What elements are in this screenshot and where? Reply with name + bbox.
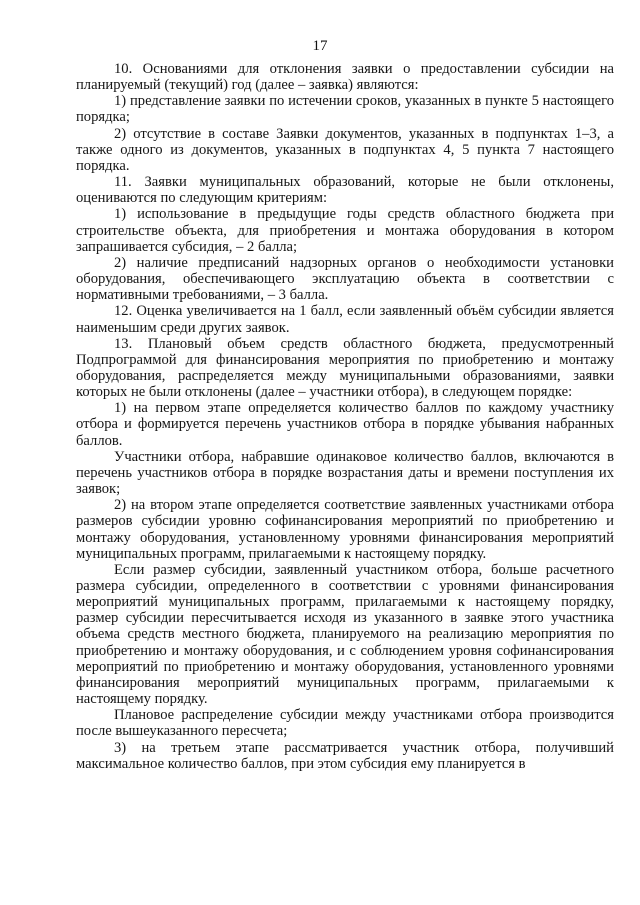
paragraph-11-item-1: 1) использование в предыдущие годы средств областного бюджета при строительстве объекта, для приобретения и монтажа оборудования в котором запрашивается субсидия, – 2 балла; — [76, 206, 614, 255]
paragraph-11: 11. Заявки муниципальных образований, которые не были отклонены, оцениваются по следующим критериям: — [76, 174, 614, 207]
paragraph-11-item-2: 2) наличие предписаний надзорных органов о необходимости установки оборудования, обеспечивающего эксплуатацию объекта в соответствии с нормативными требованиями, – 3 балла. — [76, 254, 614, 304]
paragraph-13-item-2-distribution: Плановое распределение субсидии между участниками отбора производится после вышеуказанного пересчета; — [76, 707, 614, 740]
paragraph-13-item-1-note: Участники отбора, набравшие одинаковое количество баллов, включаются в перечень участников отбора в порядке возрастания даты и времени поступления их заявок; — [76, 448, 614, 498]
paragraph-10: 10. Основаниями для отклонения заявки о предоставлении субсидии на планируемый (текущий) год (далее – заявка) являются: — [76, 61, 614, 94]
paragraph-13-item-3: 3) на третьем этапе рассматривается участник отбора, получивший максимальное количество баллов, при этом субсидия ему планируется в — [76, 739, 614, 772]
paragraph-10-item-1: 1) представление заявки по истечении сроков, указанных в пункте 5 настоящего порядка; — [76, 93, 614, 126]
body-text — [76, 61, 614, 772]
page-number: 17 — [312, 38, 328, 54]
paragraph-13-item-2: 2) на втором этапе определяется соответствие заявленных участниками отбора размеров субсидии уровню софинансирования мероприятий по приобретению и монтажу оборудования, установленному уровнями финансирования мероприятий муниципальных программ, прилагаемыми к настоящему порядку. — [76, 497, 614, 562]
paragraph-13-item-2-note: Если размер субсидии, заявленный участником отбора, больше расчетного размера субсидии, определенного в соответствии с уровнями финансирования мероприятий муниципальных программ, прилагаемыми к настоящему порядку, размер субсидии пересчитывается исходя из указанного в заявке этого участника объема средств местного бюджета, планируемого на реализацию мероприятия по приобретению и монтажу оборудования, и с соблюдением уровня софинансирования мероприятий по приобретению и монтажу оборудования, установленного уровнями финансирования мероприятий муниципальных программ, прилагаемыми к настоящему порядку. — [76, 561, 614, 708]
paragraph-13: 13. Плановый объем средств областного бюджета, предусмотренный Подпрограммой для финансирования мероприятия по приобретению и монтажу оборудования, распределяется между муниципальными образованиями, заявки которых не были отклонены (далее – участники отбора), в следующем порядке: — [76, 335, 614, 401]
paragraph-10-item-2: 2) отсутствие в составе Заявки документов, указанных в подпунктах 1–3, а также одного из документов, указанных в подпунктах 4, 5 пункта 7 настоящего порядка. — [76, 125, 614, 174]
paragraph-13-item-1: 1) на первом этапе определяется количество баллов по каждому участнику отбора и формируется перечень участников отбора в порядке убывания набранных баллов. — [76, 400, 614, 449]
paragraph-12: 12. Оценка увеличивается на 1 балл, если заявленный объём субсидии является наименьшим среди других заявок. — [76, 303, 614, 336]
